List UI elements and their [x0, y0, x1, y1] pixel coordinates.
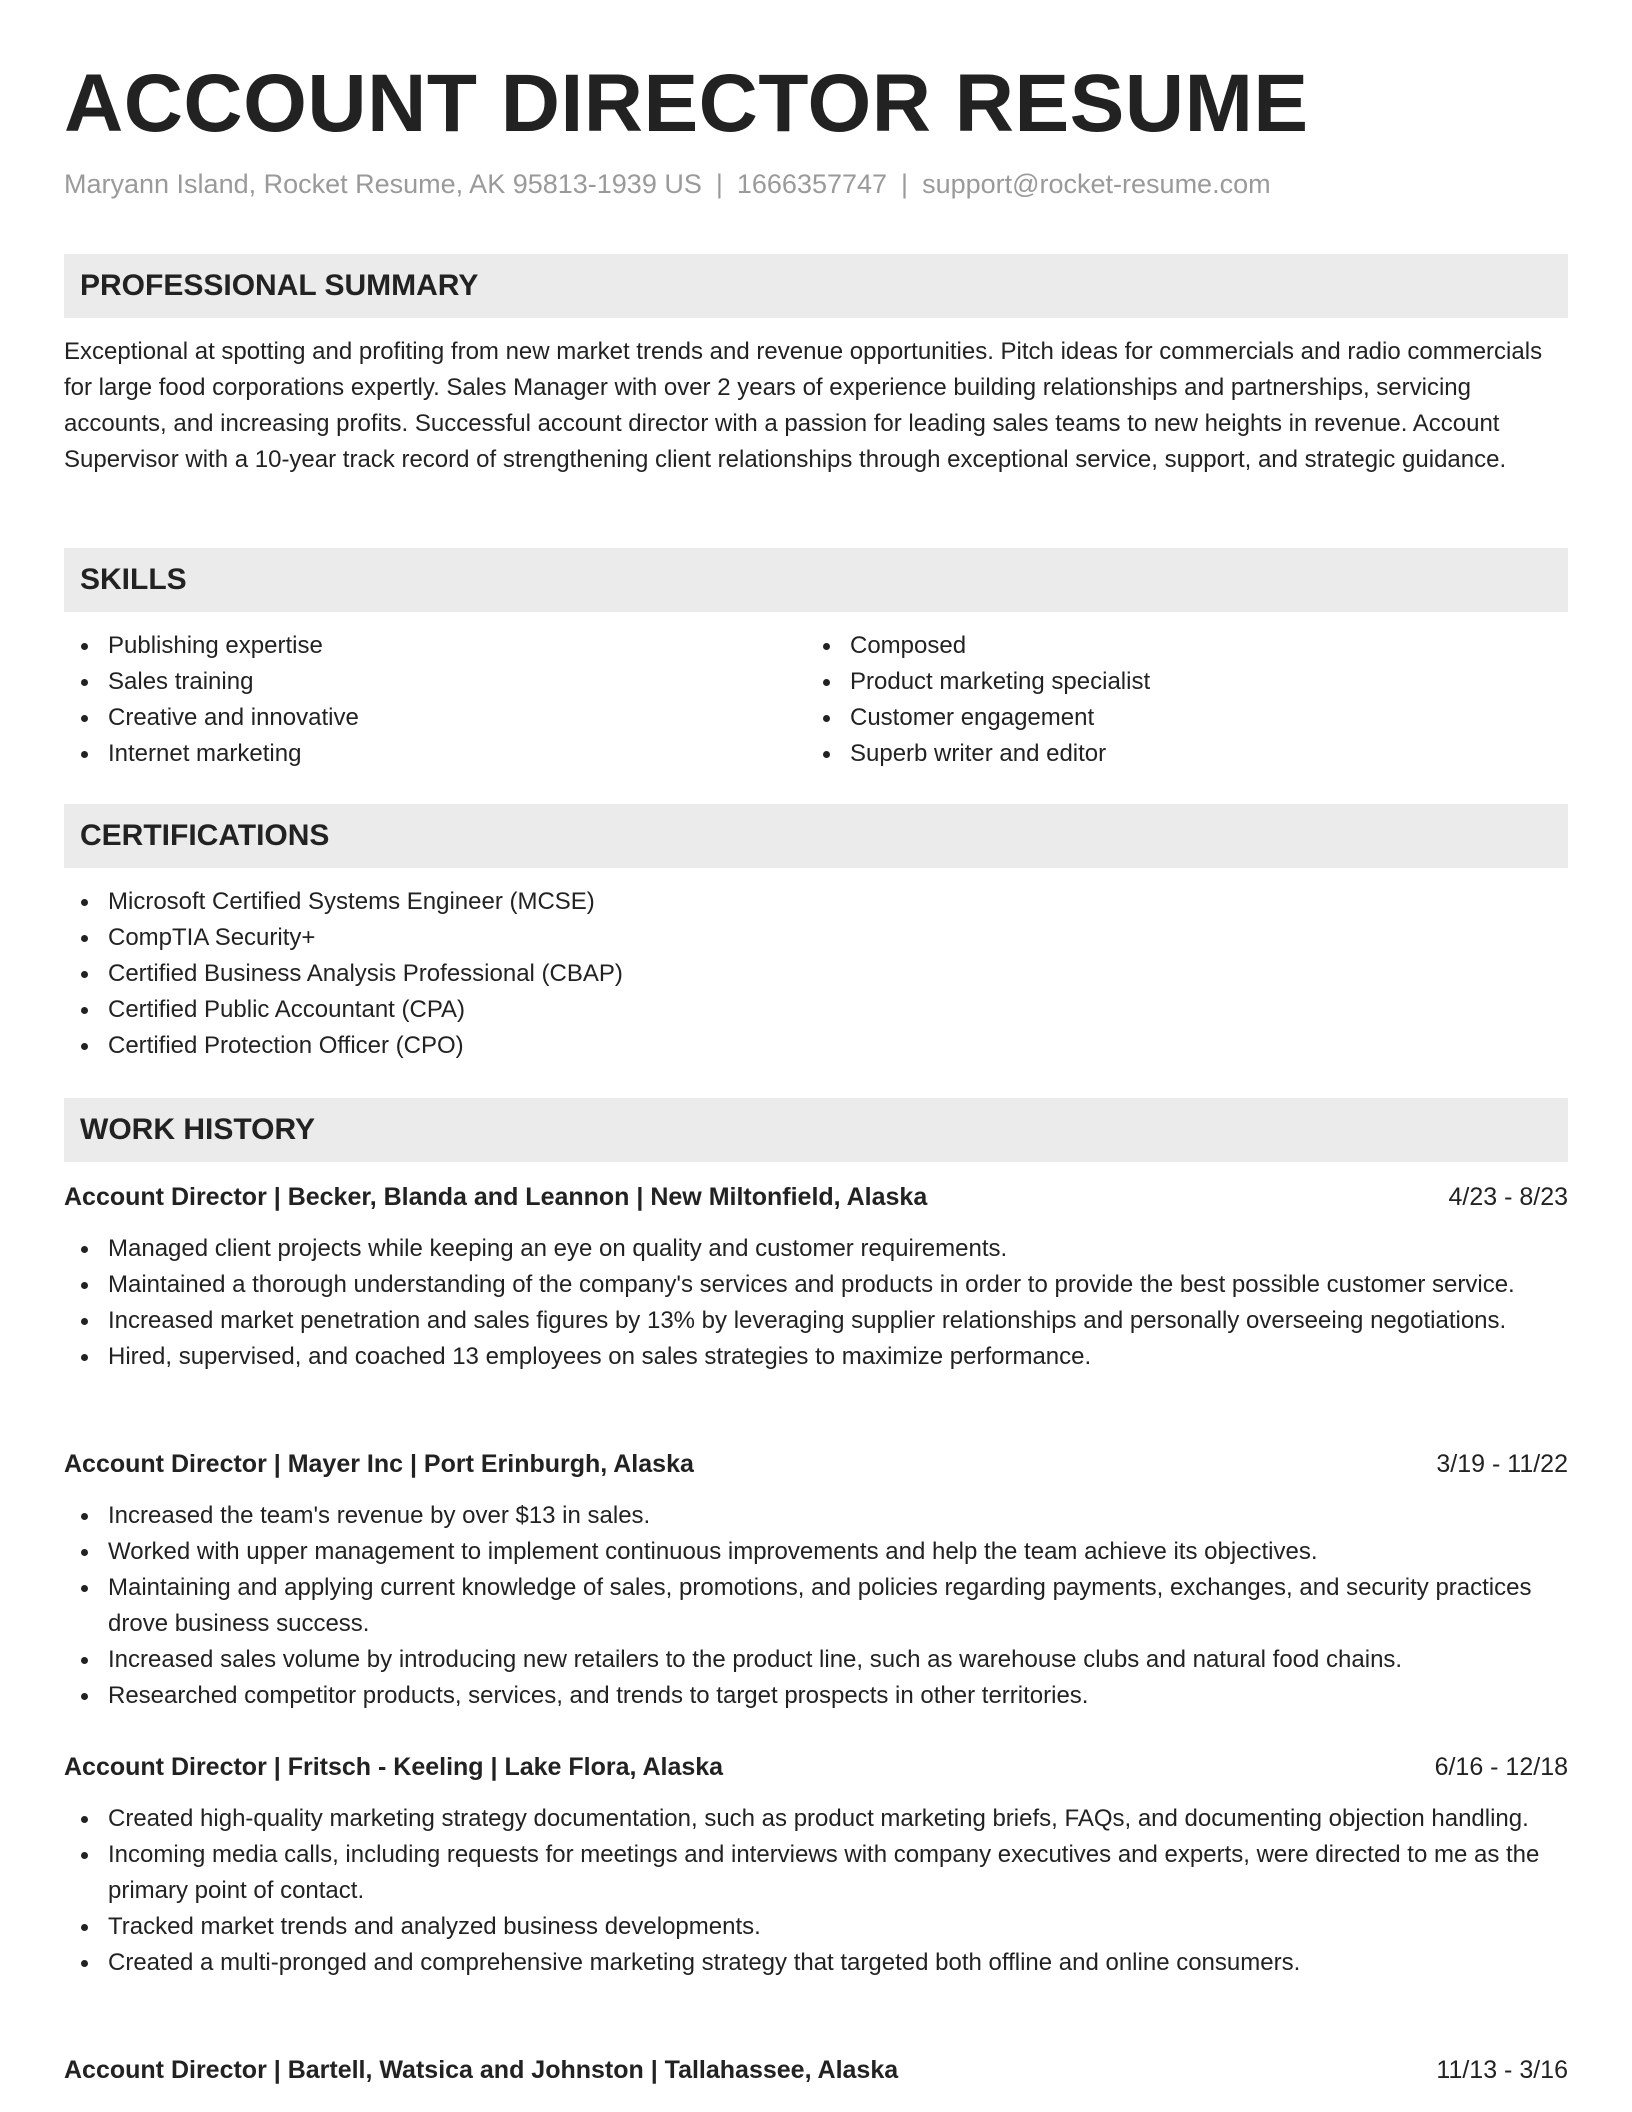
job-bullet: Managed client projects while keeping an eye on quality and customer requirements.: [108, 1231, 1568, 1267]
job-bullet: Tracked market trends and analyzed business developments.: [108, 1909, 1568, 1945]
skills-list-left: [64, 628, 808, 772]
section-heading-work-history: WORK HISTORY: [64, 1098, 1568, 1162]
job-header: [64, 2052, 1568, 2088]
summary-text: Exceptional at spotting and profiting from new market trends and revenue opportunities. Pitch ideas for commercials and radio commercials for large food corporations expertly. Sales Manager with over 2 years of experience building relationships and partnerships, servicing accounts, and increasing profits. Successful account director with a passion for leading sales teams to new heights in revenue. Account Supervisor with a 10-year track record of strengthening client relationships through exceptional service, support, and strategic guidance.: [64, 338, 1543, 473]
skill-item: Publishing expertise: [108, 628, 808, 664]
job-header: [64, 1179, 1568, 1215]
job-bullet: Increased market penetration and sales figures by 13% by leveraging supplier relationships and personally overseeing negotiations.: [108, 1303, 1568, 1339]
resume-title: ACCOUNT DIRECTOR RESUME: [64, 58, 1309, 149]
section-heading-skills: SKILLS: [64, 548, 1568, 612]
job-dates: 3/19 - 11/22: [1436, 1450, 1568, 1478]
skill-item: Internet marketing: [108, 736, 808, 772]
job-bullet: Increased sales volume by introducing new retailers to the product line, such as warehouse clubs and natural food chains.: [108, 1642, 1568, 1678]
job-title: Account Director | Becker, Blanda and Leannon | New Miltonfield, Alaska: [64, 1183, 928, 1211]
job-bullet: Created high-quality marketing strategy documentation, such as product marketing briefs, FAQs, and documenting objection handling.: [108, 1801, 1568, 1837]
job-dates: 6/16 - 12/18: [1434, 1753, 1568, 1781]
job-bullet: Maintained a thorough understanding of the company's services and products in order to provide the best possible customer service.: [108, 1267, 1568, 1303]
section-heading-certifications: CERTIFICATIONS: [64, 804, 1568, 868]
job-bullet: Increased the team's revenue by over $13 in sales.: [108, 1498, 1568, 1534]
section-heading-summary: PROFESSIONAL SUMMARY: [64, 254, 1568, 318]
contact-line: [64, 166, 1271, 202]
certification-item: Certified Business Analysis Professional (CBAP): [108, 956, 1568, 992]
skill-item: Product marketing specialist: [850, 664, 1550, 700]
skill-item: Superb writer and editor: [850, 736, 1550, 772]
skill-item: Creative and innovative: [108, 700, 808, 736]
job-dates: 11/13 - 3/16: [1436, 2056, 1568, 2084]
job-bullet: Hired, supervised, and coached 13 employees on sales strategies to maximize performance.: [108, 1339, 1568, 1375]
skill-item: Composed: [850, 628, 1550, 664]
contact-separator: |: [901, 169, 909, 199]
skill-item: Customer engagement: [850, 700, 1550, 736]
job-header: [64, 1749, 1568, 1785]
certification-item: Certified Protection Officer (CPO): [108, 1028, 1568, 1064]
job-title: Account Director | Mayer Inc | Port Erinburgh, Alaska: [64, 1450, 694, 1478]
job-bullet: Researched competitor products, services, and trends to target prospects in other territories.: [108, 1678, 1568, 1714]
job-bullet: Incoming media calls, including requests for meetings and interviews with company executives and experts, were directed to me as the primary point of contact.: [108, 1837, 1568, 1909]
job-bullet: Worked with upper management to implement continuous improvements and help the team achieve its objectives.: [108, 1534, 1568, 1570]
contact-phone: 1666357747: [736, 169, 888, 199]
job-bullets: [64, 1498, 1568, 1714]
contact-separator: |: [715, 169, 723, 199]
job-dates: 4/23 - 8/23: [1448, 1183, 1568, 1211]
skills-list-right: [806, 628, 1550, 772]
certifications-list: [64, 884, 1568, 1064]
skill-item: Sales training: [108, 664, 808, 700]
contact-email[interactable]: support@rocket-resume.com: [922, 169, 1271, 199]
job-bullets: [64, 1231, 1568, 1375]
contact-address: Maryann Island, Rocket Resume, AK 95813-1939 US: [64, 169, 702, 199]
job-bullet: Created a multi-pronged and comprehensive marketing strategy that targeted both offline and online consumers.: [108, 1945, 1568, 1981]
job-title: Account Director | Fritsch - Keeling | Lake Flora, Alaska: [64, 1753, 724, 1781]
job-header: [64, 1446, 1568, 1482]
certification-item: Certified Public Accountant (CPA): [108, 992, 1568, 1028]
job-bullets: [64, 1801, 1568, 1981]
certification-item: Microsoft Certified Systems Engineer (MCSE): [108, 884, 1568, 920]
certification-item: CompTIA Security+: [108, 920, 1568, 956]
job-bullet: Maintaining and applying current knowledge of sales, promotions, and policies regarding payments, exchanges, and security practices drove business success.: [108, 1570, 1568, 1642]
job-title: Account Director | Bartell, Watsica and Johnston | Tallahassee, Alaska: [64, 2056, 899, 2084]
